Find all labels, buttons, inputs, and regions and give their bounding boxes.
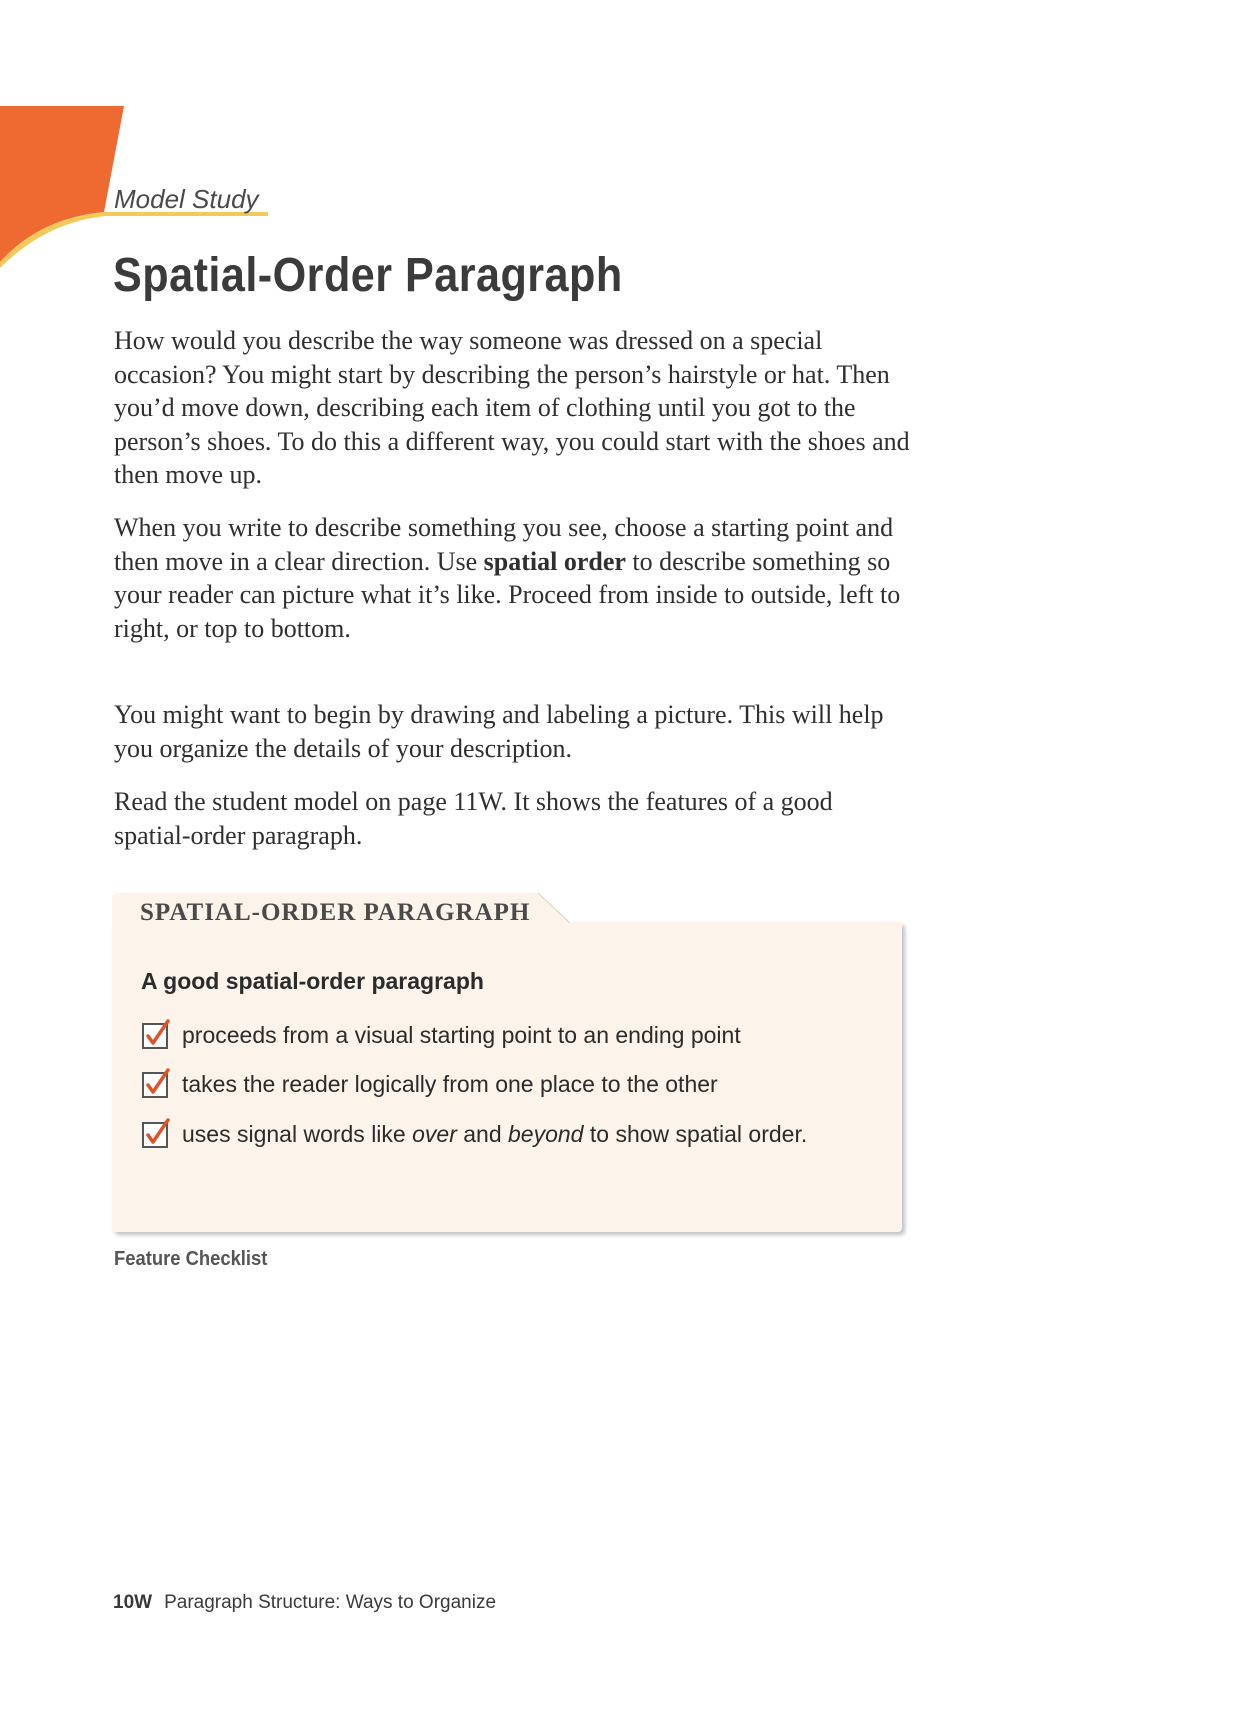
checkbox-checked-icon xyxy=(141,1019,173,1051)
footer-text: Paragraph Structure: Ways to Organize xyxy=(164,1592,497,1613)
page-title: Spatial-Order Paragraph xyxy=(113,249,623,302)
term-spatial-order: spatial order xyxy=(483,546,626,576)
checklist-item-text: proceeds from a visual starting point to an ending point xyxy=(182,1022,741,1048)
checklist-item-text: takes the reader logically from one place to the other xyxy=(182,1071,718,1097)
paragraph-4: Read the student model on page 11W. It shows the features of a good spatial-order paragraph. xyxy=(114,787,833,850)
checkbox-checked-icon xyxy=(141,1068,173,1100)
page-footer xyxy=(113,1592,496,1614)
tab-slope-decoration xyxy=(530,893,570,923)
section-label: Model Study xyxy=(114,184,259,214)
checklist-item-text: uses signal words like over and beyond to show spatial order. xyxy=(182,1121,808,1147)
figure-caption: Feature Checklist xyxy=(114,1248,268,1270)
paragraph-1: How would you describe the way someone was dressed on a special occasion? You might start by describing the person’s hairstyle or hat. Then you’d move down, describing each item of clothing until you got to the person’s shoes. To do this a different way, you could start with the shoes and then move up. xyxy=(114,326,910,489)
page-number: 10W xyxy=(113,1592,153,1613)
paragraph-3: You might want to begin by drawing and labeling a picture. This will help you organize the details of your description. xyxy=(114,700,884,763)
checkbox-checked-icon xyxy=(141,1118,173,1150)
corner-decoration xyxy=(0,0,290,280)
checklist-title: SPATIAL-ORDER PARAGRAPH xyxy=(140,899,531,926)
checklist-heading: A good spatial-order paragraph xyxy=(141,968,484,994)
paragraph-2: When you write to describe something you see, choose a starting point and then move in a clear direction. Use spatial order to describe something so your reader can picture what it’s like. Proceed from inside to outside, left to right, or top to bottom. xyxy=(114,513,901,643)
